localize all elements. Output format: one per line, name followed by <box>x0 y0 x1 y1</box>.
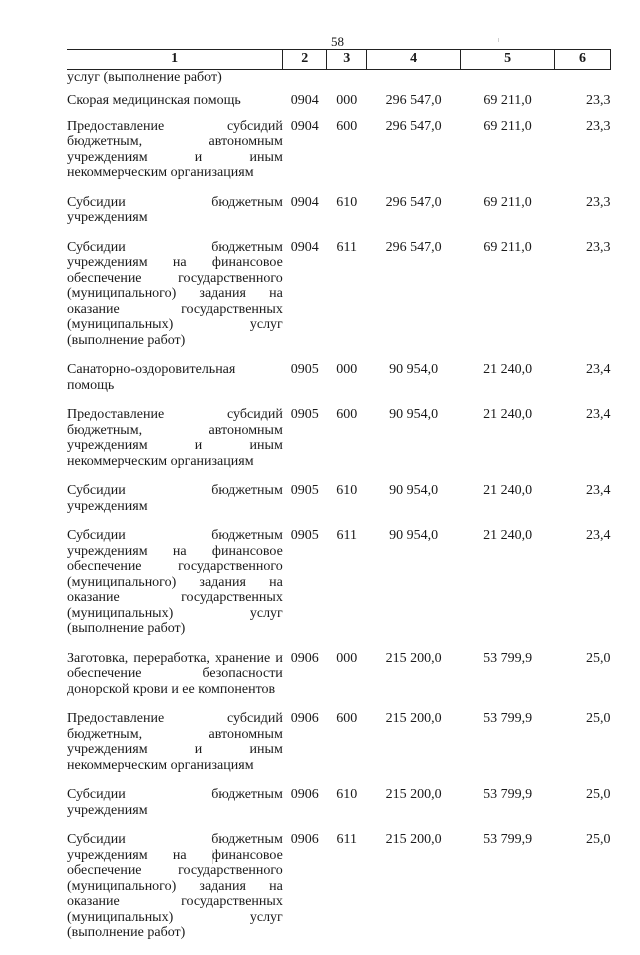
table-row <box>67 711 611 787</box>
row-type-code: 000 <box>336 650 358 666</box>
row-actual-amount: 21 240,0 <box>483 483 533 498</box>
scan-speck <box>498 38 499 42</box>
row-name: Предоставление субсидий бюджетным, автономным учреждениям и иным некоммерческим организациям <box>67 407 283 469</box>
row-actual-amount: 53 799,9 <box>483 832 533 847</box>
row-name: Скорая медицинская помощь <box>67 93 241 108</box>
row-section-code: 0906 <box>290 787 319 802</box>
table-row <box>67 195 611 240</box>
row-name: Субсидии бюджетным учреждениям на финансовое обеспечение государственного (муниципального) задания на оказание государственных (муниципальных) услуг (выполнение работ) <box>67 528 283 636</box>
column-header: 5 <box>461 50 555 70</box>
row-plan-amount: 90 954,0 <box>389 483 439 498</box>
row-plan-amount: 215 200,0 <box>385 832 442 847</box>
row-type-code: 610 <box>336 483 358 498</box>
row-actual-amount: 69 211,0 <box>483 93 532 108</box>
page-number: 58 <box>331 34 344 49</box>
row-section-code <box>283 69 327 93</box>
column-header: 1 <box>67 50 283 70</box>
table-row <box>67 119 611 195</box>
row-section-code: 0905 <box>290 528 319 543</box>
row-plan-amount: 215 200,0 <box>385 650 442 666</box>
row-percent: 23,4 <box>586 362 611 377</box>
row-plan-amount: 215 200,0 <box>385 711 442 726</box>
row-plan-amount: 90 954,0 <box>389 528 439 543</box>
table-row <box>67 407 611 483</box>
row-name: услуг (выполнение работ) <box>67 69 222 85</box>
row-section-code: 0906 <box>290 650 319 666</box>
table-row <box>67 93 611 119</box>
row-percent: 25,0 <box>586 832 611 847</box>
row-name: Предоставление субсидий бюджетным, автономным учреждениям и иным некоммерческим организациям <box>67 118 283 180</box>
row-plan-amount: 296 547,0 <box>385 118 442 134</box>
row-actual-amount: 69 211,0 <box>483 239 532 255</box>
row-percent: 23,3 <box>586 239 611 255</box>
row-name: Субсидии бюджетным учреждениям на финансовое обеспечение государственного (муниципального) задания на оказание государственных (муниципальных) услуг (выполнение работ) <box>67 239 283 348</box>
column-header: 2 <box>283 50 327 70</box>
row-percent: 23,3 <box>586 118 611 134</box>
row-type-code: 610 <box>336 194 358 210</box>
row-percent: 23,4 <box>586 528 611 543</box>
row-type-code <box>327 69 367 93</box>
row-type-code: 000 <box>336 93 358 108</box>
row-percent: 25,0 <box>586 650 611 666</box>
row-type-code: 610 <box>336 787 358 802</box>
row-type-code: 000 <box>336 362 358 377</box>
budget-table <box>67 49 611 955</box>
table-row <box>67 483 611 528</box>
row-actual-amount: 69 211,0 <box>483 194 532 210</box>
table-row <box>67 69 611 93</box>
row-type-code: 600 <box>336 407 358 422</box>
table-row <box>67 787 611 832</box>
row-section-code: 0904 <box>290 239 319 255</box>
row-section-code: 0904 <box>290 118 319 134</box>
row-name: Санаторно-оздоровительная помощь <box>67 362 236 393</box>
row-name: Предоставление субсидий бюджетным, автономным учреждениям и иным некоммерческим организациям <box>67 711 283 773</box>
row-actual-amount: 53 799,9 <box>483 711 533 726</box>
row-plan-amount: 90 954,0 <box>389 362 439 377</box>
row-type-code: 611 <box>336 528 357 543</box>
table-row <box>67 528 611 651</box>
row-percent: 23,4 <box>586 407 611 422</box>
row-actual-amount: 21 240,0 <box>483 528 533 543</box>
header-row <box>67 50 611 70</box>
row-percent: 23,3 <box>586 194 611 210</box>
row-name: Субсидии бюджетным учреждениям на финансовое обеспечение государственного (муниципального) задания на оказание государственных (муниципальных) услуг (выполнение работ) <box>67 832 283 940</box>
row-actual-amount: 53 799,9 <box>483 650 533 666</box>
row-actual-amount: 21 240,0 <box>483 407 533 422</box>
row-percent: 23,3 <box>586 93 611 108</box>
row-percent <box>555 69 611 93</box>
row-plan-amount: 296 547,0 <box>385 93 442 108</box>
row-name: Субсидии бюджетным учреждениям <box>67 194 283 225</box>
row-name: Субсидии бюджетным учреждениям <box>67 787 283 818</box>
table-row <box>67 240 611 363</box>
row-percent: 25,0 <box>586 711 611 726</box>
row-percent: 23,4 <box>586 483 611 498</box>
row-percent: 25,0 <box>586 787 611 802</box>
row-type-code: 611 <box>336 239 357 255</box>
row-actual-amount <box>461 69 555 93</box>
column-header: 3 <box>327 50 367 70</box>
row-section-code: 0905 <box>290 407 319 422</box>
table-row <box>67 832 611 955</box>
row-type-code: 611 <box>336 832 357 847</box>
row-plan-amount <box>367 69 461 93</box>
table-body <box>67 69 611 955</box>
row-plan-amount: 296 547,0 <box>385 194 442 210</box>
row-type-code: 600 <box>336 711 358 726</box>
row-name: Заготовка, переработка, хранение и обеспечение безопасности донорской крови и ее компонентов <box>67 650 283 697</box>
row-actual-amount: 21 240,0 <box>483 362 533 377</box>
row-type-code: 600 <box>336 118 358 134</box>
row-section-code: 0905 <box>290 362 319 377</box>
table-row <box>67 362 611 407</box>
row-actual-amount: 53 799,9 <box>483 787 533 802</box>
row-section-code: 0906 <box>290 711 319 726</box>
row-actual-amount: 69 211,0 <box>483 118 532 134</box>
row-section-code: 0905 <box>290 483 319 498</box>
row-section-code: 0904 <box>290 93 319 108</box>
row-name: Субсидии бюджетным учреждениям <box>67 483 283 514</box>
column-header: 6 <box>555 50 611 70</box>
row-section-code: 0904 <box>290 194 319 210</box>
row-plan-amount: 215 200,0 <box>385 787 442 802</box>
column-header: 4 <box>367 50 461 70</box>
row-section-code: 0906 <box>290 832 319 847</box>
row-plan-amount: 90 954,0 <box>389 407 439 422</box>
table-row <box>67 651 611 712</box>
row-plan-amount: 296 547,0 <box>385 239 442 255</box>
